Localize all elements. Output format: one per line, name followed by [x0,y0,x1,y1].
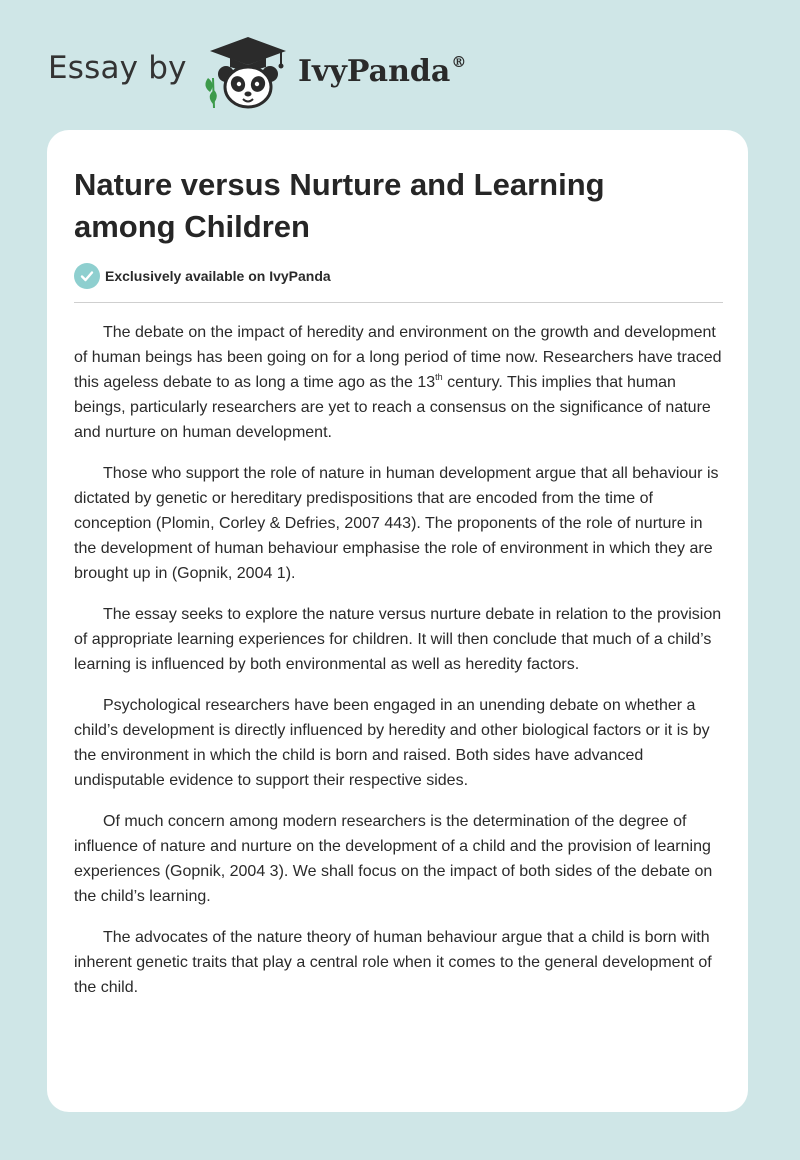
paragraph-3: The essay seeks to explore the nature versus nurture debate in relation to the provision of appropriate learning experiences for children. It will then conclude that much of a child’s learning is influenced by both environmental as well as heredity factors. [74,606,722,673]
paragraph-2: Those who support the role of nature in human development argue that all behaviour is dictated by genetic or hereditary predispositions that are encoded from the time of conception (Plomin, Corley & Defries, 2007 443). The proponents of the role of nurture in the development of human behaviour emphasise the role of environment in which they are brought up in (Gopnik, 2004 1). [74,465,719,582]
brand-name-text: IvyPanda [298,54,451,89]
paragraph-5: Of much concern among modern researchers is the determination of the degree of influence of nature and nurture on the development of a child and the provision of learning experiences (Gopnik, 2004 3). We shall focus on the impact of both sides of the debate on the child’s learning. [74,813,713,905]
paragraph-6: The advocates of the nature theory of human behaviour argue that a child is born with inherent genetic traits that play a central role when it comes to the general development of the child. [74,929,712,996]
exclusive-badge [74,263,331,289]
panda-logo-icon[interactable] [200,34,296,110]
essay-card [47,130,748,1112]
paragraph-4: Psychological researchers have been engaged in an unending debate on whether a child’s development is directly influenced by heredity and other biological factors or it is by the environment in which the child is born and raised. Both sides have advanced undisputable evidence to support their respective sides. [74,697,710,789]
checkmark-icon [74,263,100,289]
site-header [0,0,800,120]
registered-mark: ® [451,53,467,71]
brand-name [298,53,466,89]
ordinal-suffix: th [435,372,443,382]
brand-prefix: Essay by [48,50,187,86]
paragraph-1 [74,320,724,445]
essay-title: Nature versus Nurture and Learning among Children [74,167,605,244]
paragraph-1-text-a: The debate on the impact of heredity and environment on the growth and development of human beings has been going on for a long period of time now. Researchers have traced this ageless debate to as long a time ago as the 13 [74,324,722,391]
essay-body [74,320,724,1016]
exclusive-label: Exclusively available on IvyPanda [105,268,331,284]
paragraph-1-text-b: century. This implies that human beings, particularly researchers are yet to reach a consensus on the significance of nature and nurture on human development. [74,374,711,441]
title-divider [74,302,723,303]
